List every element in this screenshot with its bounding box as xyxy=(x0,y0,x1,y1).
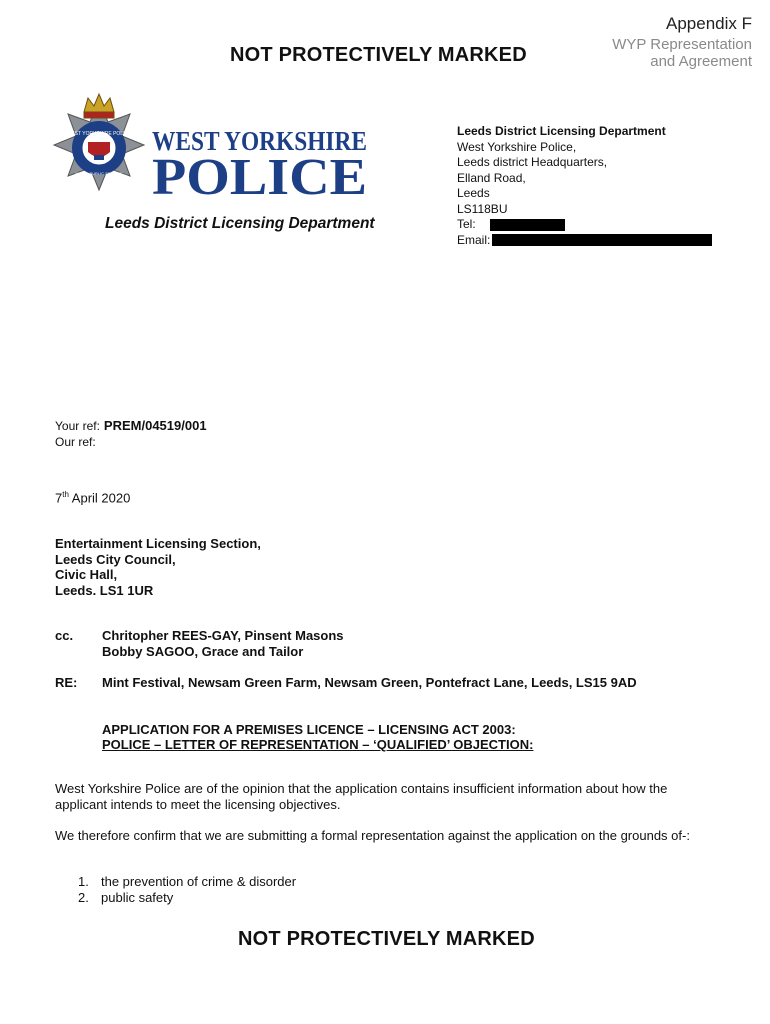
tel-label: Tel: xyxy=(457,217,476,231)
west-yorkshire-police-logo xyxy=(44,92,374,207)
wyp-representation-line2: and Agreement xyxy=(650,53,752,70)
list-text: the prevention of crime & disorder xyxy=(101,874,297,889)
recipient-line: Civic Hall, xyxy=(55,567,118,582)
cc-recipients xyxy=(102,628,344,660)
logo-wordmark-line2: POLICE xyxy=(152,149,367,206)
your-ref-row xyxy=(55,418,207,434)
email-label: Email: xyxy=(457,232,491,247)
badge-text-bottom: IN THE PUBLIC SERVICE xyxy=(75,171,123,176)
subject-line1: APPLICATION FOR A PREMISES LICENCE – LICENSING ACT 2003: xyxy=(102,722,516,737)
address-line: West Yorkshire Police, xyxy=(457,139,577,154)
badge-text-top: WEST YORKSHIRE POLICE xyxy=(66,131,132,137)
recipient-line: Leeds. LS1 1UR xyxy=(55,582,154,598)
address-line: Leeds district Headquarters, xyxy=(457,155,608,169)
logo-wordmark-line1: WEST YORKSHIRE xyxy=(152,126,367,156)
your-ref-label: Your ref: xyxy=(55,419,100,433)
wyp-representation-label xyxy=(612,36,752,70)
email-redaction xyxy=(492,234,712,246)
re-text: Mint Festival, Newsam Green Farm, Newsam Green, Pontefract Lane, Leeds, LS15 9AD xyxy=(102,675,637,690)
recipient-line: Leeds City Council, xyxy=(55,551,176,567)
body-paragraph-1: West Yorkshire Police are of the opinion that the application contains insufficient information about how the applicant intends to meet the licensing objectives. xyxy=(55,781,668,812)
list-number: 1. xyxy=(78,874,89,889)
tel-redaction xyxy=(490,219,565,231)
grounds-list xyxy=(78,874,296,906)
list-item xyxy=(78,890,296,906)
reference-block xyxy=(55,418,207,450)
date-day: 7 xyxy=(55,490,63,506)
crown-icon xyxy=(84,94,114,118)
date-rest: April 2020 xyxy=(68,490,131,506)
our-ref-label: Our ref: xyxy=(55,435,96,449)
appendix-label: Appendix F xyxy=(666,14,752,33)
sender-address-block xyxy=(457,124,712,248)
protective-marking-top: NOT PROTECTIVELY MARKED xyxy=(230,44,527,66)
recipient-address xyxy=(55,536,261,598)
date-suffix: th xyxy=(62,490,69,499)
address-line: Leeds xyxy=(457,186,490,200)
list-text: public safety xyxy=(101,890,174,905)
email-row xyxy=(457,233,712,249)
address-line: Elland Road, xyxy=(457,170,526,185)
logo-department-caption: Leeds District Licensing Department xyxy=(105,215,375,232)
re-label: RE: xyxy=(55,675,78,690)
cc-label: cc. xyxy=(55,628,74,643)
cc-recipient: Chritopher REES-GAY, Pinsent Masons xyxy=(102,628,344,643)
address-postcode: LS118BU xyxy=(457,201,508,216)
list-item xyxy=(78,874,296,890)
recipient-line: Entertainment Licensing Section, xyxy=(55,536,261,551)
letter-date xyxy=(55,490,130,505)
wyp-representation-line1: WYP Representation xyxy=(612,36,752,53)
body-paragraph-2: We therefore confirm that we are submitting a formal representation against the application on the grounds of-: xyxy=(55,828,690,843)
cc-recipient: Bobby SAGOO, Grace and Tailor xyxy=(102,644,304,659)
address-heading: Leeds District Licensing Department xyxy=(457,124,666,138)
list-number: 2. xyxy=(78,890,89,905)
subject-heading xyxy=(102,722,533,752)
tel-row xyxy=(457,217,712,233)
protective-marking-bottom: NOT PROTECTIVELY MARKED xyxy=(238,928,535,950)
your-ref-value: PREM/04519/001 xyxy=(103,418,207,433)
subject-line2: POLICE – LETTER OF REPRESENTATION – ‘QUALIFIED’ OBJECTION: xyxy=(102,737,534,752)
